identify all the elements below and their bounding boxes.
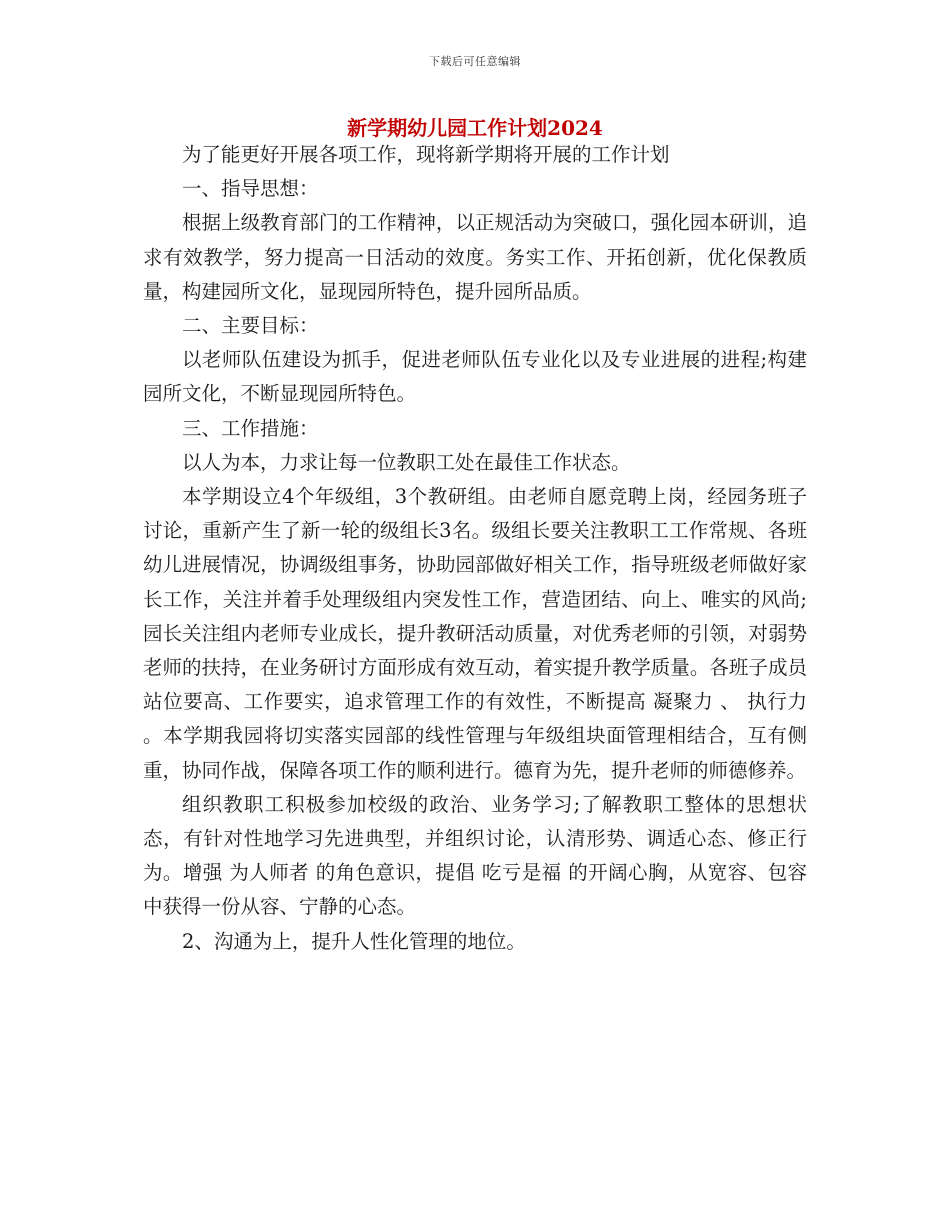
body-paragraph: 本学期设立4个年级组，3个教研组。由老师自愿竞聘上岗，经园务班子讨论，重新产生了新一轮的级组长3名。级组长要关注教职工工作常规、各班幼儿进展情况，协调级组事务，协助园部做好相关工作，指导班级老师做好家长工作，关注并着手处理级组内突发性工作，营造团结、向上、唯实的风尚;园长关注组内老师专业成长，提升教研活动质量，对优秀老师的引领，对弱势老师的扶持，在业务研讨方面形成有效互动，着实提升教学质量。各班子成员站位要高、工作要实，追求管理工作的有效性，不断提高 凝聚力 、 执行力 。本学期我园将切实落实园部的线性管理与年级组块面管理相结合，互有侧重，协同作战，保障各项工作的顺利进行。德育为先，提升老师的师德修养。: [143, 485, 807, 782]
intro-paragraph: 为了能更好开展各项工作，现将新学期将开展的工作计划: [182, 143, 670, 166]
body-paragraph: 2、沟通为上，提升人性化管理的地位。: [182, 929, 526, 953]
body-paragraph: 组织教职工积极参加校级的政治、业务学习;了解教职工整体的思想状态，有针对性地学习先进典型，并组织讨论，认清形势、调适心态、修正行为。增强 为人师者 的角色意识，提倡 吃亏是福 的开阔心胸，从宽容、包容中获得一份从容、宁静的心态。: [143, 792, 807, 919]
document-title: 新学期幼儿园工作计划2024: [347, 116, 603, 140]
header-note: 下载后可任意编辑: [429, 55, 521, 68]
body-paragraph: 以人为本，力求让每一位教职工处在最佳工作状态。: [182, 450, 631, 474]
section-heading-main-goals: 二、主要目标：: [182, 314, 319, 338]
body-paragraph: 根据上级教育部门的工作精神，以正规活动为突破口，强化园本研训，追求有效教学，努力提高一日活动的效度。务实工作、开拓创新，优化保教质量，构建园所文化，显现园所特色，提升园所品质。: [143, 211, 807, 303]
section-heading-guiding-thought: 一、指导思想：: [182, 177, 319, 201]
section-heading-work-measures: 三、工作措施：: [182, 416, 319, 440]
document-body: [143, 138, 807, 959]
body-paragraph: 以老师队伍建设为抓手，促进老师队伍专业化以及专业进展的进程;构建园所文化，不断显现园所特色。: [143, 348, 807, 406]
